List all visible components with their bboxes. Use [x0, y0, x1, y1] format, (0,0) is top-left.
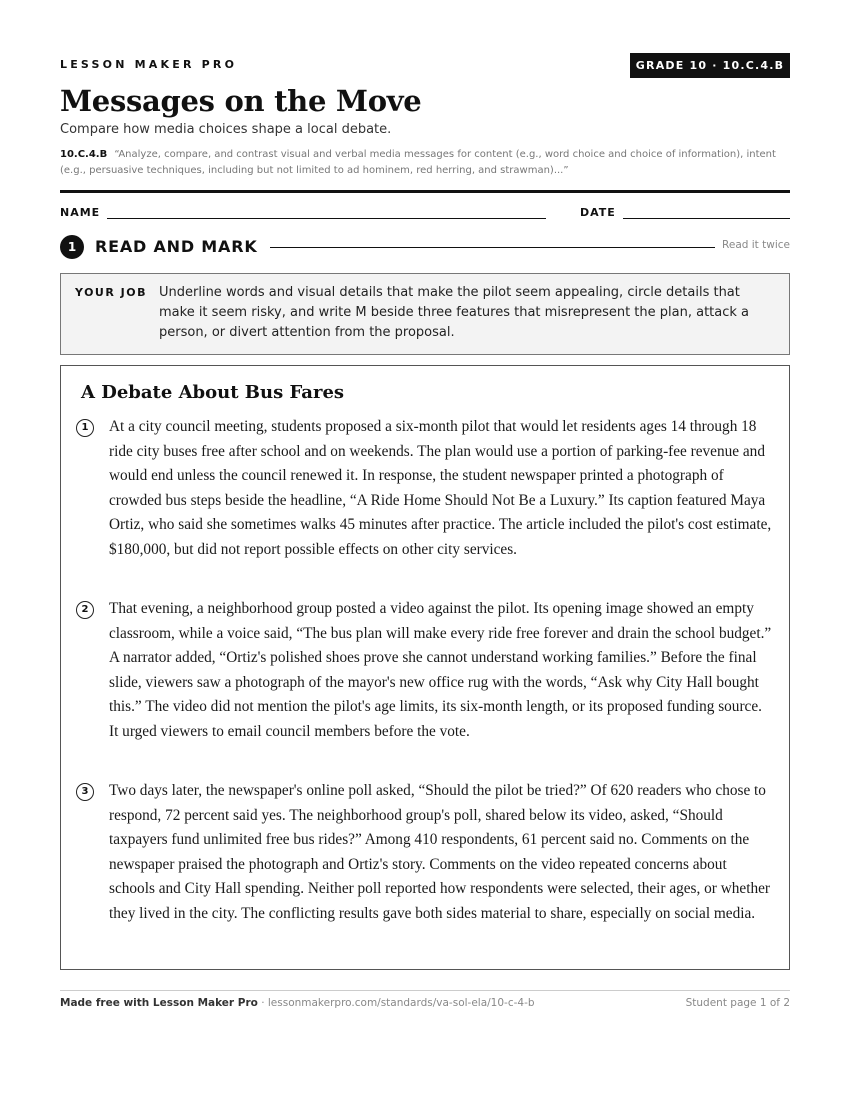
section-note: Read it twice — [722, 239, 790, 251]
paragraph-text: At a city council meeting, students proposed a six-month pilot that would let residents ages 14 through 18 ride city buses free after school and on weekends. The plan would use a portion of parking-fee revenue and would end unless the council renewed it. In response, the student newspaper printed a photograph of crowded bus steps beside the headline, “A Ride Home Should Not Be a Luxury.” Its caption featured Maya Ortiz, who said she sometimes walks 45 minutes after practice. The article included the pilot's cost estimate, $180,000, but did not report possible effects on other city services. — [109, 418, 772, 558]
brand-name: LESSON MAKER PRO — [60, 58, 238, 71]
paragraph-text: That evening, a neighborhood group posted a video against the pilot. Its opening image showed an empty classroom, while a voice said, “The bus plan will make every ride free forever and drain the school budget.” A narrator added, “Ortiz's polished shoes prove she cannot understand working families.” Before the final slide, viewers saw a photograph of the mayor's new office rug with the words, “Ask why City Hall bought this.” The video did not mention the pilot's age limits, its six-month length, or its proposed funding source. It urged viewers to email council members before the vote. — [109, 600, 772, 740]
footer-credit — [60, 997, 535, 1009]
header-divider — [60, 190, 790, 193]
top-bar — [60, 53, 790, 79]
instructions-label: YOUR JOB — [75, 286, 147, 299]
step-number-badge: 1 — [60, 235, 84, 259]
footer-made-with: Made free with Lesson Maker Pro — [60, 997, 258, 1009]
footer-url[interactable]: · lessonmakerpro.com/standards/va-sol-ela/10-c-4-b — [257, 997, 535, 1009]
paragraph-number: 3 — [76, 783, 94, 801]
date-label: DATE — [580, 206, 616, 219]
section-divider — [270, 247, 715, 248]
paragraph-number: 1 — [76, 419, 94, 437]
paragraph-number: 2 — [76, 601, 94, 619]
standard-description — [60, 147, 795, 179]
passage-title: A Debate About Bus Fares — [81, 382, 345, 403]
footer-divider — [60, 990, 790, 991]
name-field[interactable] — [107, 218, 546, 219]
section-header — [60, 235, 790, 259]
instructions-text: Underline words and visual details that make the pilot seem appealing, circle details that make it seem risky, and write M beside three features that misrepresent the plan, attack a person, or divert attention from the proposal. — [159, 285, 750, 340]
footer-page-number: Student page 1 of 2 — [685, 997, 790, 1009]
paragraph-text: Two days later, the newspaper's online poll asked, “Should the pilot be tried?” Of 620 readers who chose to respond, 72 percent said yes. The neighborhood group's poll, shared below its video, asked, “Should taxpayers fund unlimited free bus rides?” Among 410 respondents, 61 percent said no. Comments on the newspaper praised the photograph and Ortiz's story. Comments on the video repeated concerns about schools and City Hall spending. Neither poll reported how respondents were selected, their ages, or whether they lived in the city. The conflicting results gave both sides material to share, especially on social media. — [109, 782, 770, 922]
standard-text: “Analyze, compare, and contrast visual and verbal media messages for content (e.g., word choice and choice of information), intent (e.g., persuasive techniques, including but not limited to ad hominem, red herring, and strawman)...” — [60, 149, 776, 176]
name-label: NAME — [60, 206, 101, 219]
instructions-box — [60, 273, 790, 355]
page-subtitle: Compare how media choices shape a local debate. — [60, 122, 392, 137]
standard-code: 10.C.4.B — [60, 149, 108, 160]
section-title: READ AND MARK — [95, 237, 258, 256]
date-field[interactable] — [623, 218, 790, 219]
student-fields — [60, 205, 790, 221]
reading-passage — [60, 365, 790, 970]
grade-badge: GRADE 10 · 10.C.4.B — [630, 53, 790, 78]
page-title: Messages on the Move — [60, 84, 422, 118]
